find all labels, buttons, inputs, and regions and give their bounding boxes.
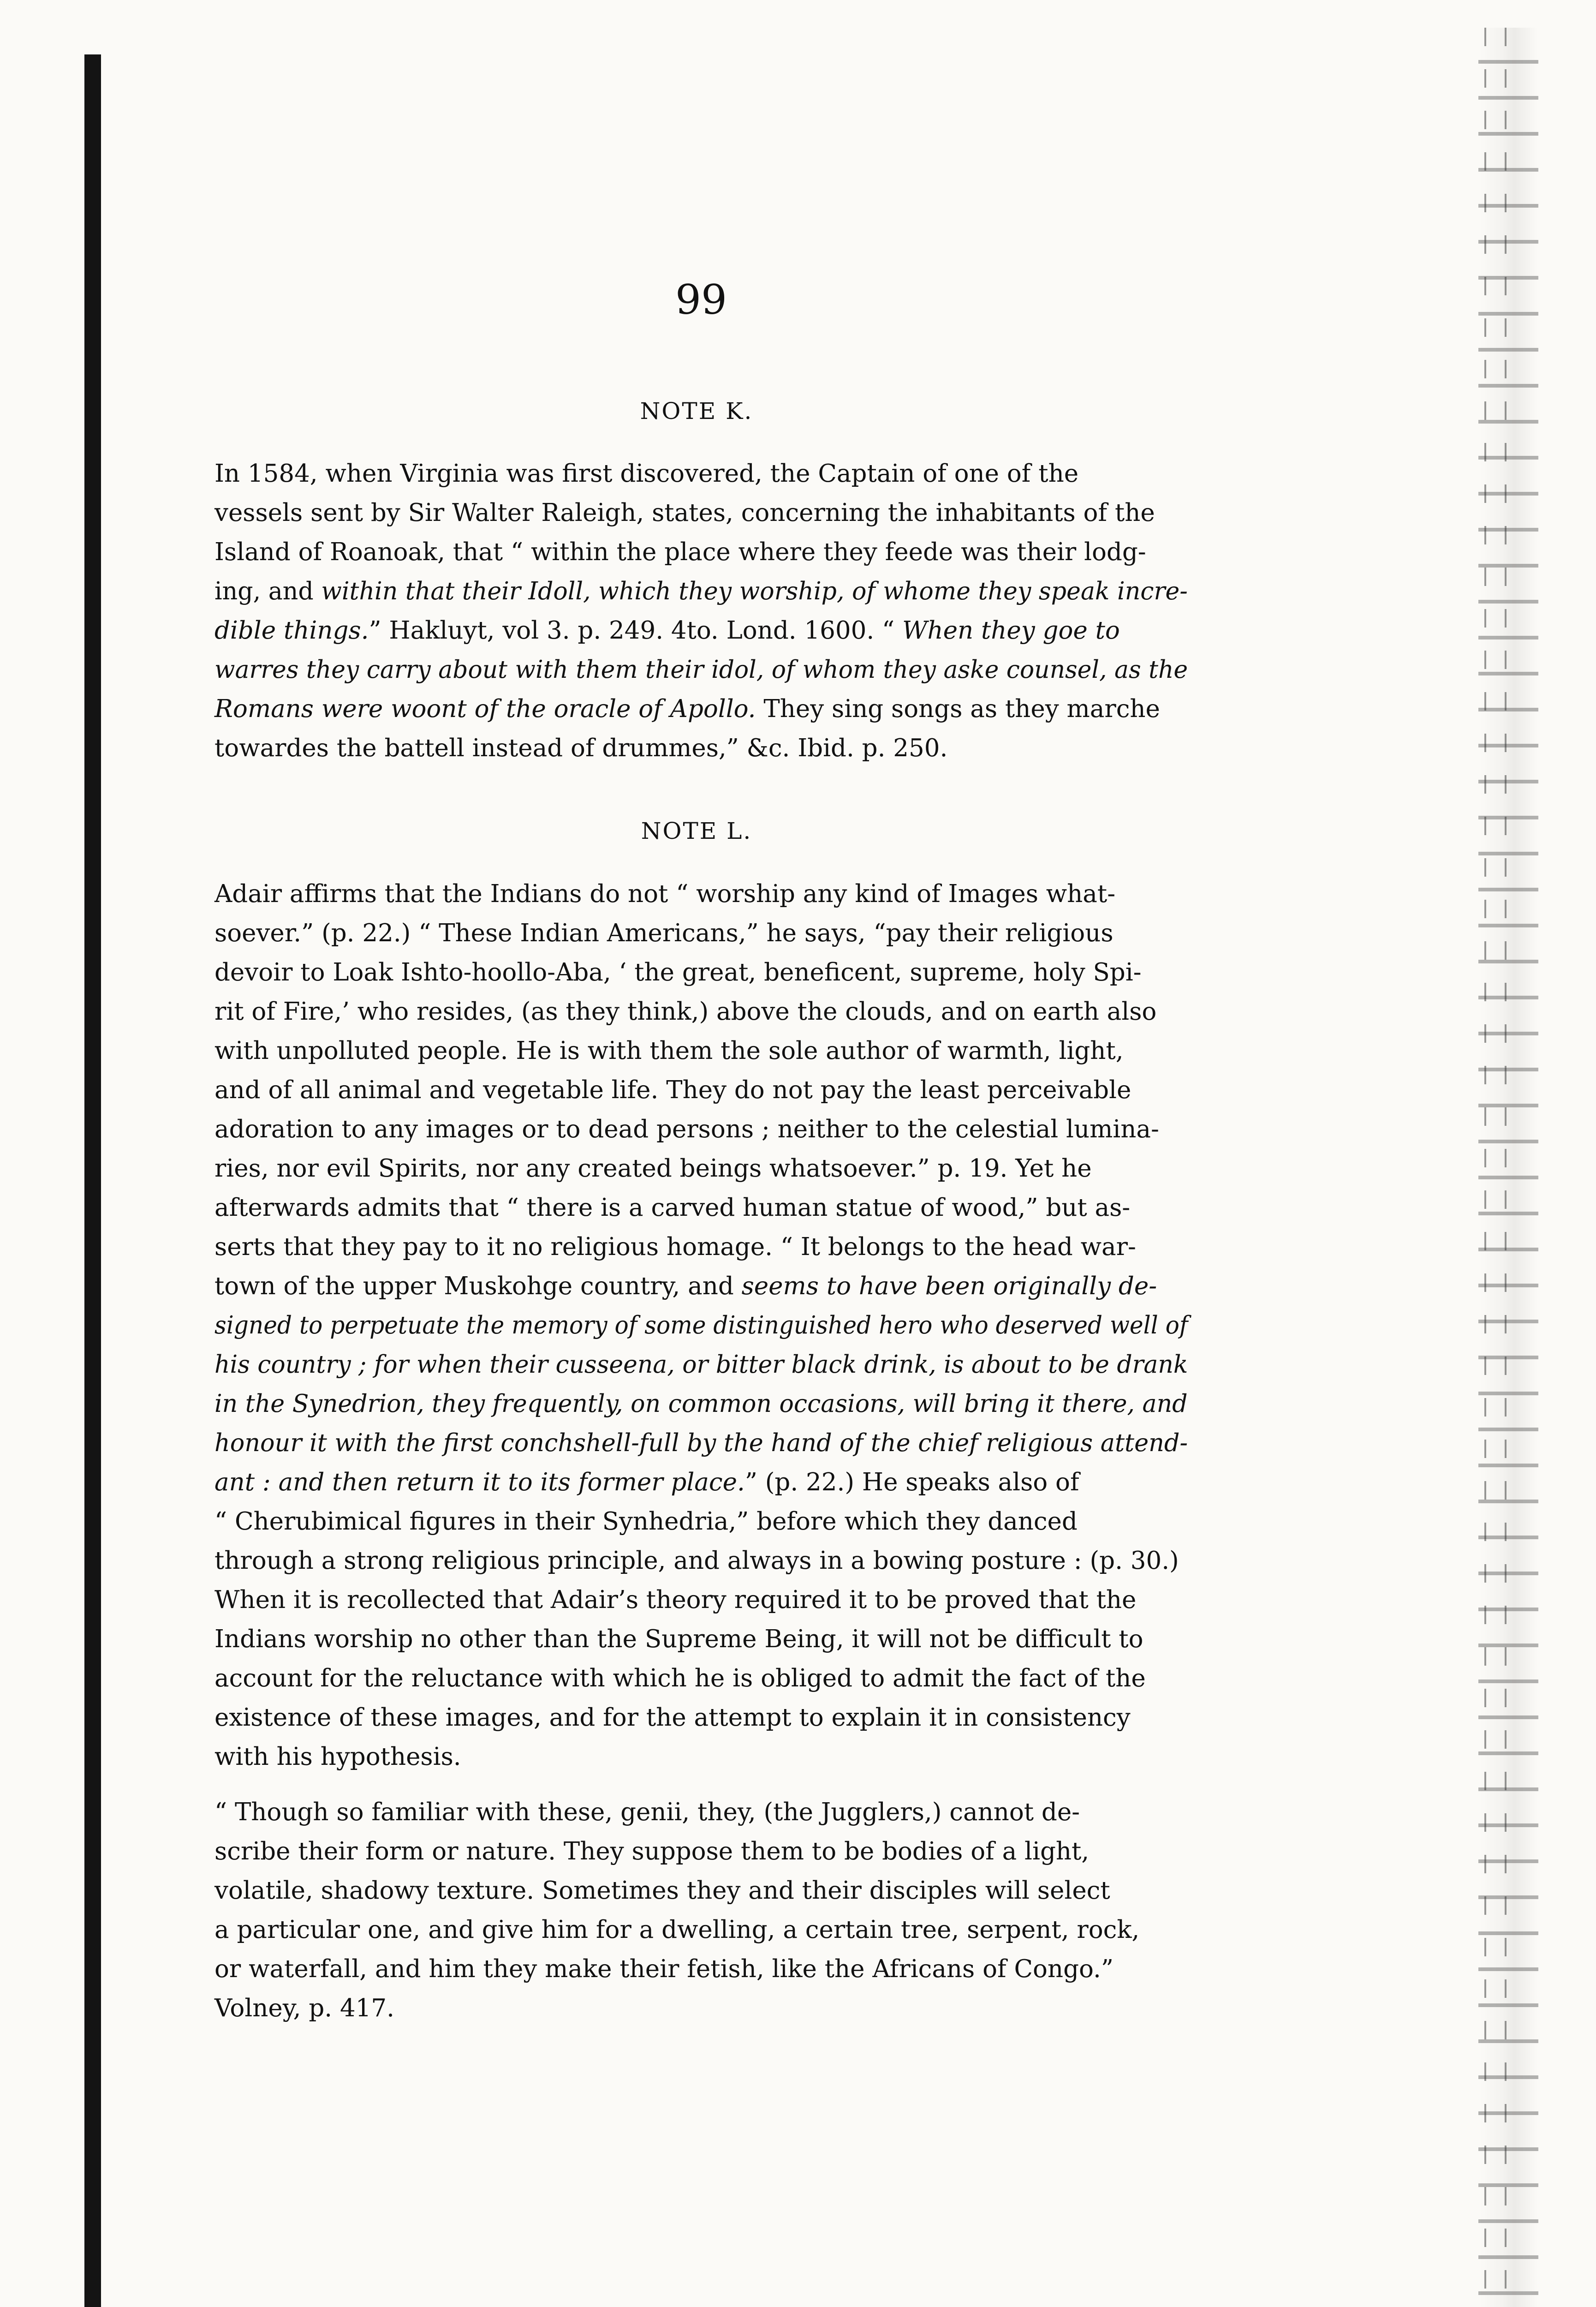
text-span: through a strong religious principle, and always in a bowing posture : (p. 30.)	[214, 1547, 1179, 1575]
text-span: Adair affirms that the Indians do not “ worship any kind of Images what-	[214, 880, 1116, 908]
text-span: scribe their form or nature. They suppose them to be bodies of a light,	[214, 1837, 1090, 1865]
italic-text: within that their Idoll, which they worship, of whome they speak incre-	[321, 577, 1188, 605]
text-line	[214, 650, 1188, 689]
text-span: When it is recollected that Adair’s theory required it to be proved that the	[214, 1586, 1137, 1614]
text-line	[214, 953, 1188, 992]
text-span: devoir to Loak Ishto-hoollo-Aba, ‘ the great, beneficent, supreme, holy Spi-	[214, 958, 1142, 986]
text-line	[214, 493, 1188, 532]
italic-text: ant : and then return it to its former place.	[214, 1468, 745, 1496]
text-line	[214, 1031, 1188, 1070]
text-span: vessels sent by Sir Walter Raleigh, states, concerning the inhabitants of the	[214, 499, 1155, 527]
text-span: ” (p. 22.) He speaks also of	[744, 1468, 1079, 1496]
text-line	[214, 1463, 1188, 1502]
text-span: “ Cherubimical figures in their Synhedria,” before which they danced	[214, 1507, 1078, 1536]
italic-text: honour it with the first conchshell-full by the hand of the chief religious attend-	[214, 1429, 1188, 1457]
italic-text: dible things.	[214, 616, 369, 645]
text-line	[214, 572, 1188, 611]
text-line	[214, 689, 1188, 729]
page-number: 99	[675, 276, 727, 323]
text-line	[214, 1698, 1188, 1737]
italic-text: signed to perpetuate the memory of some distinguished hero who deserved well of	[214, 1311, 1188, 1339]
note-k-heading: NOTE K.	[640, 398, 753, 424]
note-l-paragraph-2	[214, 1793, 1188, 2028]
note-l-paragraph-1	[214, 874, 1188, 1776]
text-line	[214, 1110, 1188, 1149]
text-span: adoration to any images or to dead persons ; neither to the celestial lumina-	[214, 1115, 1159, 1143]
italic-text: When they goe to	[902, 616, 1120, 645]
text-span: Volney, p. 417.	[214, 1994, 394, 2022]
text-span: Island of Roanoak, that “ within the place where they feede was their lodg-	[214, 538, 1146, 566]
text-line	[214, 1149, 1188, 1188]
text-line	[214, 992, 1188, 1031]
text-span: existence of these images, and for the attempt to explain it in consistency	[214, 1703, 1131, 1732]
text-line	[214, 1737, 1188, 1776]
text-span: ” Hakluyt, vol 3. p. 249. 4to. Lond. 1600. “	[369, 616, 902, 645]
text-line	[214, 1502, 1188, 1541]
italic-text: warres they carry about with them their idol, of whom they aske counsel, as the	[214, 656, 1188, 684]
text-line	[214, 914, 1188, 953]
text-line	[214, 1871, 1188, 1910]
italic-text: seems to have been originally de-	[741, 1272, 1157, 1300]
text-span: volatile, shadowy texture. Sometimes they and their disciples will select	[214, 1877, 1110, 1905]
text-line	[214, 1793, 1188, 1832]
page-edge-line	[1484, 28, 1486, 2307]
text-line	[214, 729, 1188, 768]
text-span: towardes the battell instead of drummes,” &c. Ibid. p. 250.	[214, 734, 948, 762]
text-span: rit of Fire,’ who resides, (as they think,) above the clouds, and on earth also	[214, 998, 1157, 1026]
page-edge-line	[1505, 28, 1507, 2307]
binding-shadow	[84, 54, 101, 2307]
text-line	[214, 532, 1188, 572]
text-line	[214, 1989, 1188, 2028]
text-span: “ Though so familiar with these, genii, they, (the Jugglers,) cannot de-	[214, 1798, 1080, 1826]
text-line	[214, 1267, 1188, 1306]
text-span: ries, nor evil Spirits, nor any created beings whatsoever.” p. 19. Yet he	[214, 1154, 1092, 1183]
text-span: soever.” (p. 22.) “ These Indian Americans,” he says, “pay their religious	[214, 919, 1114, 947]
text-span: with unpolluted people. He is with them the sole author of warmth, light,	[214, 1037, 1124, 1065]
text-span: Indians worship no other than the Supreme Being, it will not be difficult to	[214, 1625, 1143, 1653]
italic-text: in the Synedrion, they frequently, on common occasions, will bring it there, and	[214, 1390, 1188, 1418]
text-line	[214, 1910, 1188, 1949]
text-span: and of all animal and vegetable life. They do not pay the least perceivable	[214, 1076, 1131, 1104]
italic-text: his country ; for when their cusseena, or bitter black drink, is about to be drank	[214, 1351, 1188, 1379]
text-line	[214, 1384, 1188, 1423]
text-span: with his hypothesis.	[214, 1743, 461, 1771]
text-line	[214, 1227, 1188, 1267]
text-span: ing, and	[214, 577, 322, 605]
text-line	[214, 1306, 1188, 1345]
text-line	[214, 611, 1188, 650]
note-k-paragraph	[214, 454, 1188, 768]
italic-text: Romans were woont of the oracle of Apollo.	[214, 695, 756, 723]
text-span: town of the upper Muskohge country, and	[214, 1272, 742, 1300]
text-line	[214, 1832, 1188, 1871]
text-line	[214, 1345, 1188, 1384]
text-line	[214, 1620, 1188, 1659]
text-line	[214, 1188, 1188, 1227]
text-line	[214, 874, 1188, 914]
page-edge-strip	[1478, 28, 1538, 2307]
text-span: a particular one, and give him for a dwelling, a certain tree, serpent, rock,	[214, 1916, 1140, 1944]
note-l-heading: NOTE L.	[641, 818, 752, 844]
text-line	[214, 1423, 1188, 1463]
text-line	[214, 1070, 1188, 1110]
text-line	[214, 1541, 1188, 1580]
text-span: afterwards admits that “ there is a carved human statue of wood,” but as-	[214, 1194, 1131, 1222]
text-line	[214, 1659, 1188, 1698]
text-span: serts that they pay to it no religious homage. “ It belongs to the head war-	[214, 1233, 1136, 1261]
text-line	[214, 1580, 1188, 1620]
text-span: In 1584, when Virginia was first discovered, the Captain of one of the	[214, 460, 1079, 488]
text-span: They sing songs as they marche	[756, 695, 1160, 723]
text-line	[214, 1949, 1188, 1989]
text-span: account for the reluctance with which he is obliged to admit the fact of the	[214, 1664, 1146, 1692]
text-line	[214, 454, 1188, 493]
text-span: or waterfall, and him they make their fetish, like the Africans of Congo.”	[214, 1955, 1114, 1983]
